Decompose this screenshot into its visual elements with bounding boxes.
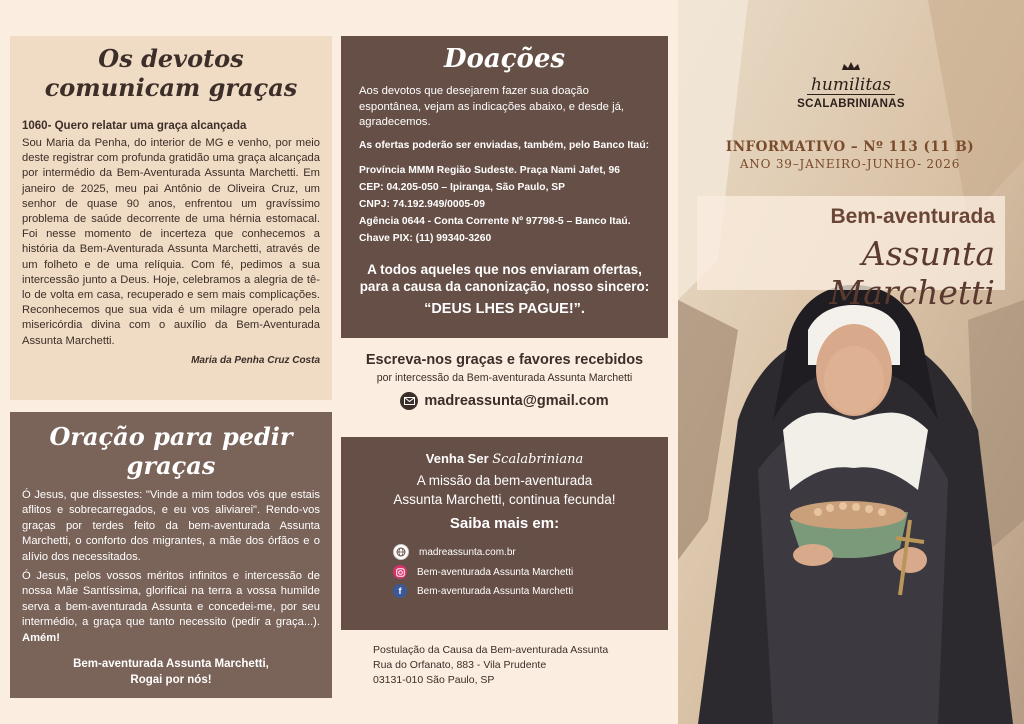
prayer-paragraph-2-wrap (22, 569, 320, 646)
testimony-body: Sou Maria da Penha, do interior de MG e venho, por meio deste registrar com profunda gratidão uma graça alcançada por intermédio da Bem-Aventurada Assunta Marchetti. Em janeiro de 2025, meu pai Antônio de Oliveira Cruz, um senhor de quase 90 anos, enfrentou um gravíssimo problema de saúde decorrente de uma hérnia estomacal. Foi nesse momento de incerteza que conhecemos a história da Bem-Aventurada Assunta Marchetti, através de um folheto e de uma relíquia. Com fé, pedimos a sua intercessão junto a Deus. Hoje, celebramos a alegria de tê-lo de volta em casa, recuperado e sem mais complicações. Reconhecemos que sua vida é um milagre operado pela misericórdia divina com o auxílio da Bem-Aventurada Assunta Marchetti. (22, 137, 320, 347)
prayer-paragraph-1: Ó Jesus, que dissestes: "Vinde a mim todos vós que estais aflitos e sobrecarregados, e eu vos aliviarei". Rendo-vos graças por terdes feito da bem-aventurada Assunta Marchetti, o conforto dos migrantes, a mãe dos órfãos e o alívio dos necessitados. (22, 489, 320, 563)
vocation-text (341, 471, 668, 509)
instagram-link[interactable] (393, 565, 668, 579)
vocation-text-line-2: Assunta Marchetti, continua fecunda! (393, 492, 616, 507)
donations-title: Doações (443, 44, 566, 74)
facebook-label[interactable]: Bem-aventurada Assunta Marchetti (417, 585, 574, 597)
crown-icon (790, 58, 912, 76)
email-link[interactable] (341, 392, 668, 410)
address-line-1: Postulação da Causa da Bem-aventurada Assunta (373, 644, 609, 656)
donation-line: Agência 0644 - Conta Corrente Nº 97798-5 – Banco Itaú. (359, 215, 631, 227)
write-subtitle: por intercessão da Bem-aventurada Assunta Marchetti (376, 372, 633, 384)
donation-line: Província MMM Região Sudeste. Praça Nami Jafet, 96 (359, 164, 620, 176)
vocation-panel (341, 437, 668, 630)
donations-panel (341, 36, 668, 338)
logo-sub: SCALABRINIANAS (797, 98, 905, 110)
prayer-amen: Amém! (22, 631, 60, 644)
web-icon (393, 544, 409, 560)
vocation-text-line-1: A missão da bem-aventurada (416, 473, 593, 488)
testimony-panel (10, 36, 332, 400)
facebook-icon: f (393, 584, 407, 598)
vocation-title-script: Scalabriniana (492, 452, 584, 467)
donations-bank-note: As ofertas poderão ser enviadas, também, pelo Banco Itaú: (359, 139, 650, 151)
website-label[interactable]: madreassunta.com.br (419, 546, 516, 558)
vocation-more: Saiba mais em: (449, 515, 560, 532)
instagram-label[interactable]: Bem-aventurada Assunta Marchetti (417, 566, 574, 578)
donation-line: CEP: 04.205-050 – Ipiranga, São Paulo, SP (359, 181, 566, 193)
testimony-title: Os devotos comunicam graças (44, 44, 298, 102)
email-icon (400, 392, 418, 410)
testimony-heading: 1060- Quero relatar uma graça alcançada (22, 120, 247, 132)
cover-title-line-1: Bem-aventurada (830, 205, 995, 228)
year-line: ANO 39–JANEIRO-JUNHO- 2026 (739, 157, 961, 171)
address-line-2: Rua do Orfanato, 883 - Vila Prudente (373, 659, 547, 671)
address-block (373, 643, 663, 688)
write-title: Escreva-nos graças e favores recebidos (365, 352, 644, 368)
cover-title-line-2: Assunta Marchetti (829, 234, 995, 312)
donation-line: CNPJ: 74.192.949/0005-09 (359, 198, 485, 210)
write-block (341, 352, 668, 410)
vocation-title (341, 451, 668, 467)
logo-main: humilitas (807, 76, 895, 95)
prayer-title: Oração para pedir graças (49, 422, 293, 480)
donation-line: Chave PIX: (11) 99340-3260 (359, 232, 492, 244)
website-link[interactable] (393, 544, 668, 560)
email-address[interactable]: madreassunta@gmail.com (424, 393, 609, 409)
facebook-link[interactable] (393, 584, 668, 598)
prayer-paragraph-2: Ó Jesus, pelos vossos méritos infinitos e intercessão de nossa Mãe Santíssima, glorificai na terra a vossa humilde serva a bem-aventurada Assunta e concedei-me, por seu intermédio, a graça que tanto necessito (pedir a graça...). (22, 570, 320, 629)
donations-motto: “DEUS LHES PAGUE!”. (424, 300, 585, 317)
prayer-panel (10, 412, 332, 698)
issue-line: INFORMATIVO – Nº 113 (11 B) (725, 139, 975, 155)
donations-intro: Aos devotos que desejarem fazer sua doação espontânea, vejam as indicações abaixo, e desde já, agradecemos. (359, 85, 625, 128)
instagram-icon (393, 565, 407, 579)
vocation-title-prefix: Venha Ser (425, 451, 489, 466)
prayer-closing-line-2: Rogai por nós! (130, 674, 212, 687)
donations-thanks: A todos aqueles que nos enviaram ofertas, para a causa da canonização, nosso sincero: (359, 261, 650, 294)
logo (790, 58, 912, 110)
prayer-closing-line-1: Bem-aventurada Assunta Marchetti, (73, 658, 269, 671)
address-line-3: 03131-010 São Paulo, SP (373, 674, 495, 686)
testimony-signature: Maria da Penha Cruz Costa (191, 354, 320, 366)
prayer-closing (22, 656, 320, 688)
